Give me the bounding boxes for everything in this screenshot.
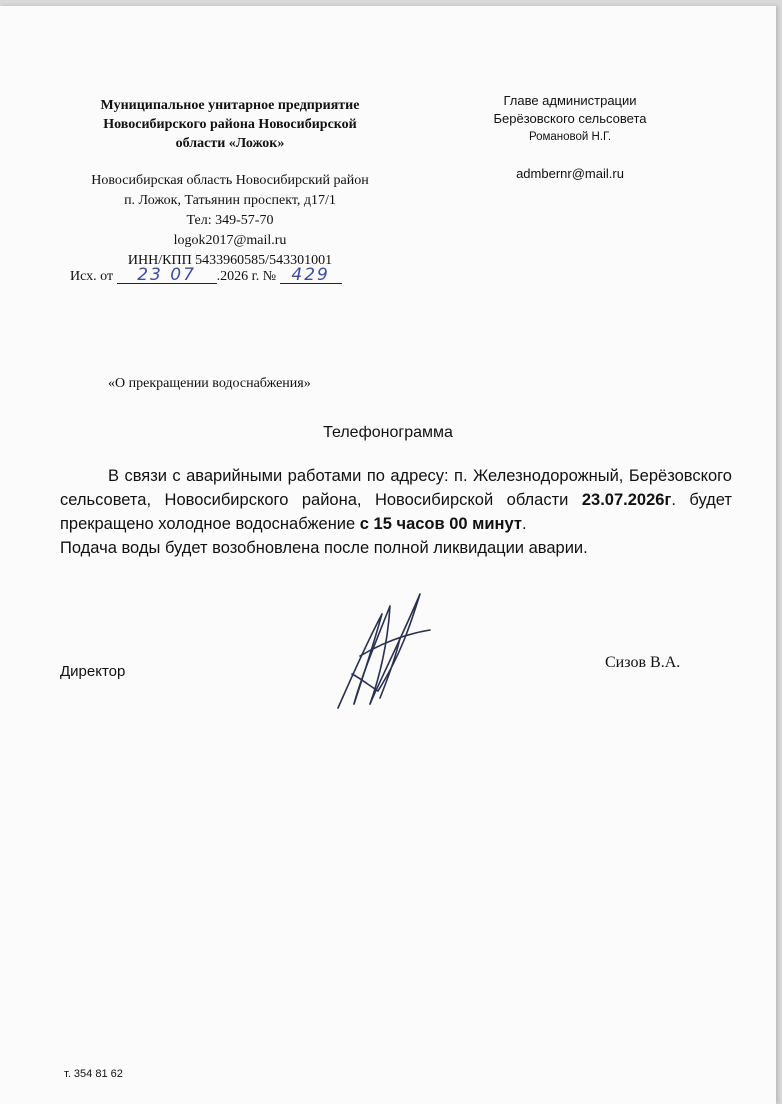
document-body <box>60 464 732 560</box>
inn-kpp-line: ИНН/КПП 5433960585/543301001 <box>127 253 333 268</box>
body-text-start: В связи с аварийными работами по адресу: п. Железнодорожный, Берёзовского сельсовета, Новосибирского района, Новосибирской области <box>60 467 732 509</box>
recipient-block <box>470 92 670 146</box>
signatory-position: Директор <box>60 663 126 680</box>
recipient-email: admbernr@mail.ru <box>516 166 624 181</box>
phone-line: Тел: 349-57-70 <box>186 213 274 228</box>
outgoing-number-handwritten: 429 <box>280 267 342 284</box>
org-line: Муниципальное унитарное предприятие <box>100 98 360 113</box>
recipient-line: Романовой Н.Г. <box>528 131 612 143</box>
outage-date: 23.07.2026г <box>581 491 672 509</box>
outgoing-prefix: Исх. от <box>70 269 114 284</box>
recipient-line: Главе администрации <box>503 93 637 108</box>
outgoing-year: .2026 г. № <box>216 269 277 284</box>
org-line: Новосибирского района Новосибирской <box>103 117 357 132</box>
body-text-end: . <box>521 515 527 533</box>
body-text-mid: . будет прекращено холодное водоснабжение <box>60 491 732 533</box>
signatory-name: Сизов В.А. <box>605 654 681 671</box>
document-subject: «О прекращении водоснабжения» <box>108 376 311 391</box>
sender-address <box>55 171 405 271</box>
address-line: п. Ложок, Татьянин проспект, д17/1 <box>124 193 336 208</box>
document-page <box>0 6 776 1104</box>
sender-organization <box>60 96 400 153</box>
outgoing-date-handwritten: 23 07 <box>117 267 217 284</box>
handwritten-signature <box>330 586 440 716</box>
address-line: Новосибирская область Новосибирский район <box>91 173 369 188</box>
document-title: Телефонограмма <box>323 424 453 441</box>
body-paragraph: Подача воды будет возобновлена после полной ликвидации аварии. <box>60 539 588 557</box>
footer-phone: т. 354 81 62 <box>64 1068 123 1080</box>
recipient-line: Берёзовского сельсовета <box>493 111 647 126</box>
org-line: области «Ложок» <box>175 136 285 151</box>
outgoing-reference <box>70 267 342 285</box>
email-line: logok2017@mail.ru <box>173 233 287 248</box>
body-paragraph <box>60 464 732 536</box>
outage-time: с 15 часов 00 минут <box>359 515 522 533</box>
